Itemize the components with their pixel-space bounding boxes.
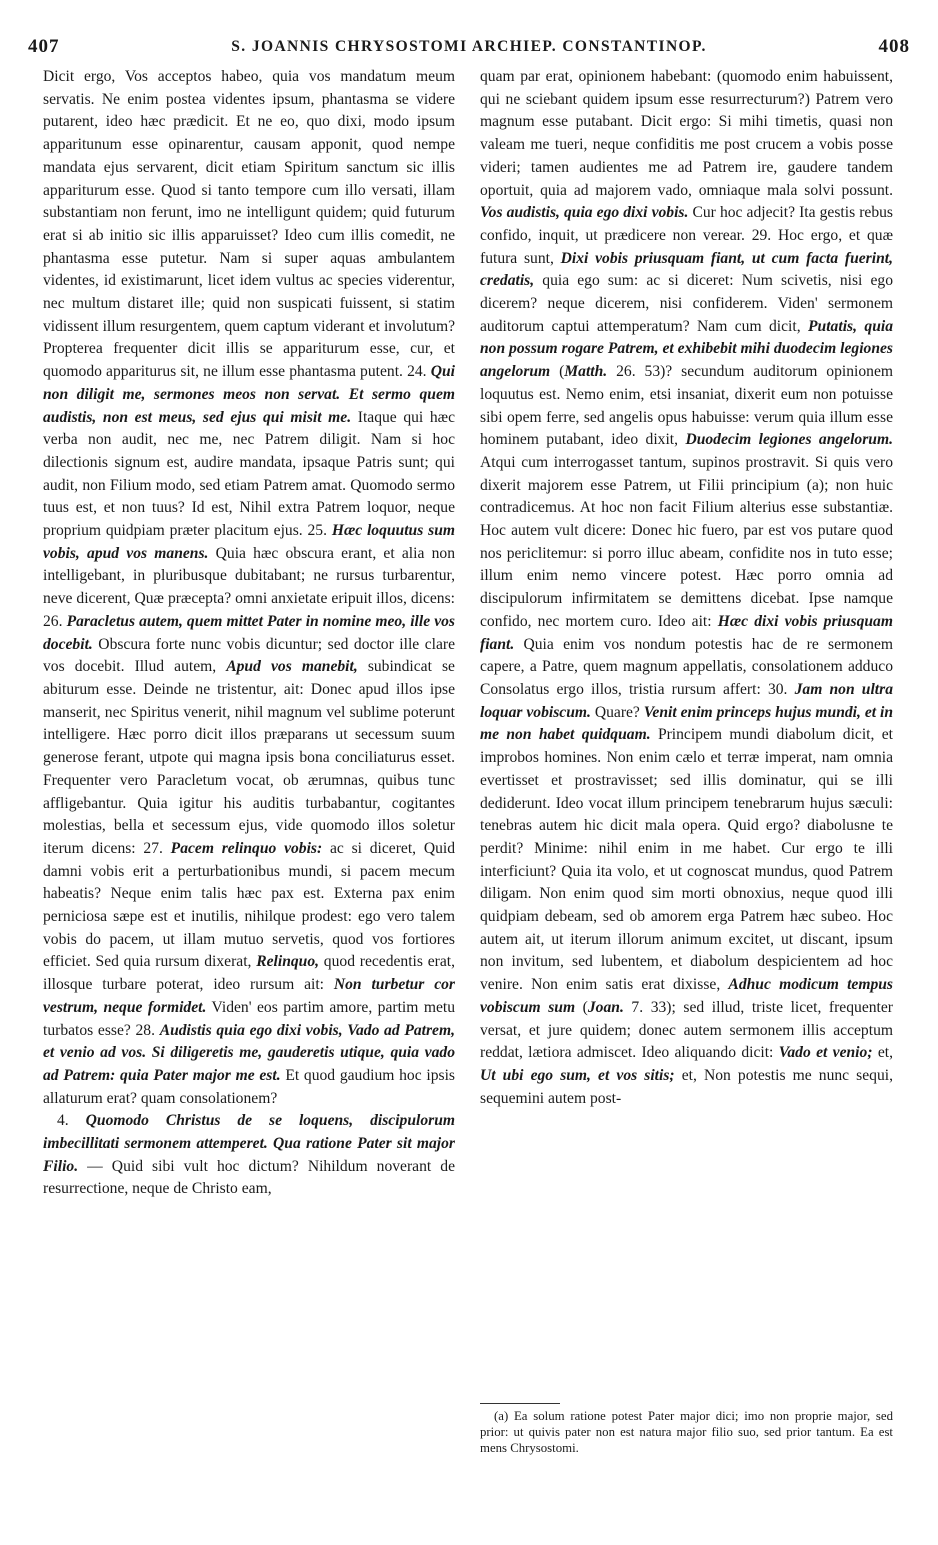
left-column bbox=[43, 66, 455, 1201]
scripture-quote: Pacem relinquo vobis: bbox=[170, 839, 323, 857]
text-run: — Quid sibi vult hoc dictum? Nihildum noverant de resurrectione, neque de Christo eam, bbox=[43, 1157, 455, 1198]
scripture-quote: Apud vos manebit, bbox=[226, 658, 358, 676]
scripture-quote: Ut ubi ego sum, et vos sitis; bbox=[480, 1066, 675, 1084]
scripture-quote: Hæc loquutus sum vobis, apud vos manens. bbox=[43, 522, 455, 562]
text-run: Quare? bbox=[590, 703, 644, 721]
page-number-right: 408 bbox=[878, 36, 910, 57]
text-run: et, bbox=[872, 1044, 893, 1062]
text-run: subindicat se abiturum esse. Deinde ne tristentur, ait: Donec apud illos ipse manserit, nec Spiritus venerit, nihil magnum vel sublime poterunt intelligere. Hæc porro dicit illos præparans ut secessum suum generose ferant, utpote qui magna ipsis bona conciliaturus esset. Frequenter vero Paracletum vocat, ob ærumnas, quibus tunc affligebantur. Quia igitur his auditis turbabantur, cogitantes molestias, bella et secessum ejus, vide quomodo illos soletur iterum dicens: 27. bbox=[43, 658, 455, 857]
scripture-quote: Jam non ultra loquar vobiscum. bbox=[480, 680, 893, 721]
paragraph bbox=[480, 66, 893, 1110]
scripture-quote: Venit enim princeps hujus mundi, et in me non habet quidquam. bbox=[480, 703, 893, 744]
text-run: 4. bbox=[57, 1112, 86, 1130]
text-run: quod recedentis erat, illosque turbare poterat, ideo rursum ait: bbox=[43, 953, 455, 994]
page-number-left: 407 bbox=[28, 36, 60, 57]
scripture-quote: Joan. bbox=[587, 998, 624, 1016]
running-title: S. JOANNIS CHRYSOSTOMI ARCHIEP. CONSTANTINOP. bbox=[231, 38, 707, 55]
text-run: Dicit ergo, Vos acceptos habeo, quia vos mandatum meum servatis. Ne enim postea videntes ipsum, phantasma se videre putarent, ideo hæc prædicit. Et ne eo, quo dixi, modo ipsum apparitunum esse opinarentur, causam apponit, quod nempe mandata ejus servarent, dicit etiam Spiritum sanctum sic illis appariturum esse. Quod si tanto tempore cum illo versati, illam substantiam non ferunt, imo ne intelligunt quidem; quid futurum erat si ab initio sic illis apparuisset? Ideo cum illis comedit, ne phantasma esse putetur. Nam si super aquas ambulantem videntes, id existimarunt, licet idem vultus ac species viderentur, nec multum distaret ille; quid non suspicati fuissent, si statim vidissent illum resurgentem, quem captum viderant et involutum? Propterea frequenter dicit illis se appariturum esse, cur, et quomodo appariturus sit, ne illum esse phantasma putent. 24. bbox=[43, 68, 455, 381]
scripture-quote: Audistis quia ego dixi vobis, Vado ad Patrem, et venio ad vos. Si diligeretis me, gauderetis utique, quia vado ad Patrem: quia Pater major me est. bbox=[43, 1021, 455, 1084]
text-run: Cur hoc adjecit? Ita gestis rebus confido, inquit, ut prædicere non verear. 29. Hoc ergo, et quæ futura sunt, bbox=[480, 204, 893, 267]
paragraph bbox=[43, 66, 455, 1110]
scripture-quote: Hæc dixi vobis priusquam fiant. bbox=[480, 612, 893, 653]
scripture-quote: Non turbetur cor vestrum, neque formidet. bbox=[43, 976, 455, 1016]
scripture-quote: Qui non diligit me, sermones meos non servat. Et sermo quem audistis, non est meus, sed ejus qui misit me. bbox=[43, 363, 455, 426]
text-run: ac si diceret, Quid damni vobis erit a perturbationibus mundi, si pacem mecum habeatis? Neque enim talis hæc pax est. Externa pax enim perniciosa sæpe est et inutilis, nihilque prodest: ego vero talem vobis do pacem, ut illam mutuo servetis, quod vos fortiores efficiet. Sed quia rursum dixerat, bbox=[43, 839, 456, 971]
footnote: (a) Ea solum ratione potest Pater major dici; imo non proprie major, sed prior: ut quivis pater non est natura major filio suo, sed prior tantum. Ea est mens Chrysostomi. bbox=[480, 1409, 893, 1455]
text-run: Quia hæc obscura erant, et alia non intelligebant, in pluribusque dubitabant; ne rursus turbarentur, neve dicerent, Quæ præcepta? omni anxietate eripuit illos, dicens: 26. bbox=[43, 544, 455, 630]
scripture-quote: Relinquo, bbox=[256, 953, 320, 971]
text-run: Itaque qui hæc verba non audit, nec me, nec Patrem diligit. Nam si hoc dilectionis signum est, audire mandata, ipsaque Patris sunt; qui audit, non Filium modo, sed etiam Patrem amat. Quomodo sermo tuus est, et non tuus? Id est, Nihil extra Patrem loquor, neque proprium quidpiam præter placitum ejus. 25. bbox=[43, 408, 456, 540]
text-run: Et quod gaudium hoc ipsis allaturum erat? quam consolationem? bbox=[43, 1066, 455, 1107]
text-run: quia ego sum: ac si diceret: Num scivetis, nisi ego dicerem? neque dicerem, nisi confiderem. Viden' sermonem auditorum captui attemperatum? Nam cum dicit, bbox=[480, 272, 893, 335]
scripture-quote: Putatis, quia non possum rogare Patrem, et exhibebit mihi duodecim legiones angelorum bbox=[480, 317, 893, 381]
paragraph-section-4 bbox=[43, 1110, 455, 1201]
scripture-quote: Adhuc modicum tempus vobiscum sum bbox=[480, 976, 893, 1016]
text-run: et, Non potestis me nunc sequi, sequemini autem post- bbox=[480, 1066, 893, 1107]
text-run: Atqui cum interrogasset tantum, supinos prostravit. Si quis vero dixerit majorem esse Patrem, ut Filii principium (a); non huic contradicemus. At hoc non facit Filium alterius esse substantiæ. Hoc autem vult dicere: Donec hic fuero, par est vos putare quod nos periclitemur: si porro illuc abeam, confidite nos in tuto esse; illum enim nemo vincere potest. Hæc porro omnia ad discipulorum infirmitatem se demittens dicebat. Ipse namque confido, nec mortem curo. Ideo ait: bbox=[480, 453, 893, 630]
page-header bbox=[28, 36, 910, 62]
text-run: ( bbox=[575, 998, 588, 1016]
scripture-quote: Dixi vobis priusquam fiant, ut cum facta fuerint, credatis, bbox=[480, 249, 893, 290]
scripture-quote: Quomodo Christus de se loquens, discipulorum imbecillitati sermonem attemperet. Qua ratione Pater sit major Filio. bbox=[43, 1112, 455, 1175]
scripture-quote: Duodecim legiones angelorum. bbox=[685, 431, 893, 449]
text-run: 26. 53)? secundum auditorum opinionem loquutus est. Nemo enim, etsi insaniat, dixerit eum non potuisse sibi opem ferre, sed angelis opus habuisse: verum quia illum esse hominem putabant, ideo dixit, bbox=[480, 363, 893, 449]
text-run: 7. 33); sed illud, triste licet, frequenter versat, et jure quidem; donec autem sermonem illis acceptum reddat, lætiora admiscet. Ideo aliquando dicit: bbox=[480, 998, 893, 1062]
text-run: Viden' eos partim amore, partim metu turbatos esse? 28. bbox=[43, 998, 456, 1039]
text-run: quam par erat, opinionem habebant: (quomodo enim habuissent, qui ne sciebant quidem ipsum esse resurrecturum?) Patrem vero magnum esse putabant. Dicit ergo: Si mihi timetis, quasi non valeam me tueri, neque confiditis me post crucem a vobis posse videri; tamen audientes me ad Patrem ire, gaudere tandem oportuit, quia ad majorem vado, omniaque mala solvi possunt. bbox=[480, 68, 893, 199]
footnote-rule bbox=[480, 1403, 560, 1404]
scripture-quote: Vos audistis, quia ego dixi vobis. bbox=[480, 204, 689, 222]
text-run: Principem mundi diabolum dicit, et improbos homines. Non enim cælo et terræ imperat, nam omnia evertisset et prostravisset; sed illis dominatur, qui se illi dediderunt. Ideo vocat illum principem tenebrarum hujus sæculi: tenebras autem hic dicit mala opera. Quid ergo? diabolusne te perdit? Minime: nihil enim in me habet. Cur ergo te illi interficiunt? Quia ita volo, et ut cognoscat mundus, quod Patrem diligam. Non enim quod sim morti obnoxius, neque quod illi quidpiam debeam, sed ob amorem erga Patrem hæc subeo. Hoc autem ait, ut iterum illorum animum excitet, ut discant, ipsum non invitum, sed lubentem, et diabolum despicientem ad hoc venire. Non enim satis erat dixisse, bbox=[480, 726, 893, 994]
right-column bbox=[480, 66, 893, 1110]
scripture-quote: Paracletus autem, quem mittet Pater in nomine meo, ille vos docebit. bbox=[43, 612, 455, 653]
text-run: ( bbox=[550, 363, 565, 381]
text-run: Quia enim vos nondum potestis hac de re sermonem capere, a Patre, quem magnum appellatis, consolationem adduco Consolatus ergo illos, tristia rursum affert: 30. bbox=[480, 635, 893, 698]
scripture-quote: Vado et venio; bbox=[778, 1044, 873, 1062]
scripture-quote: Matth. bbox=[564, 363, 608, 381]
text-run: Obscura forte nunc vobis dicuntur; sed doctor ille clare vos docebit. Illud autem, bbox=[43, 635, 455, 676]
